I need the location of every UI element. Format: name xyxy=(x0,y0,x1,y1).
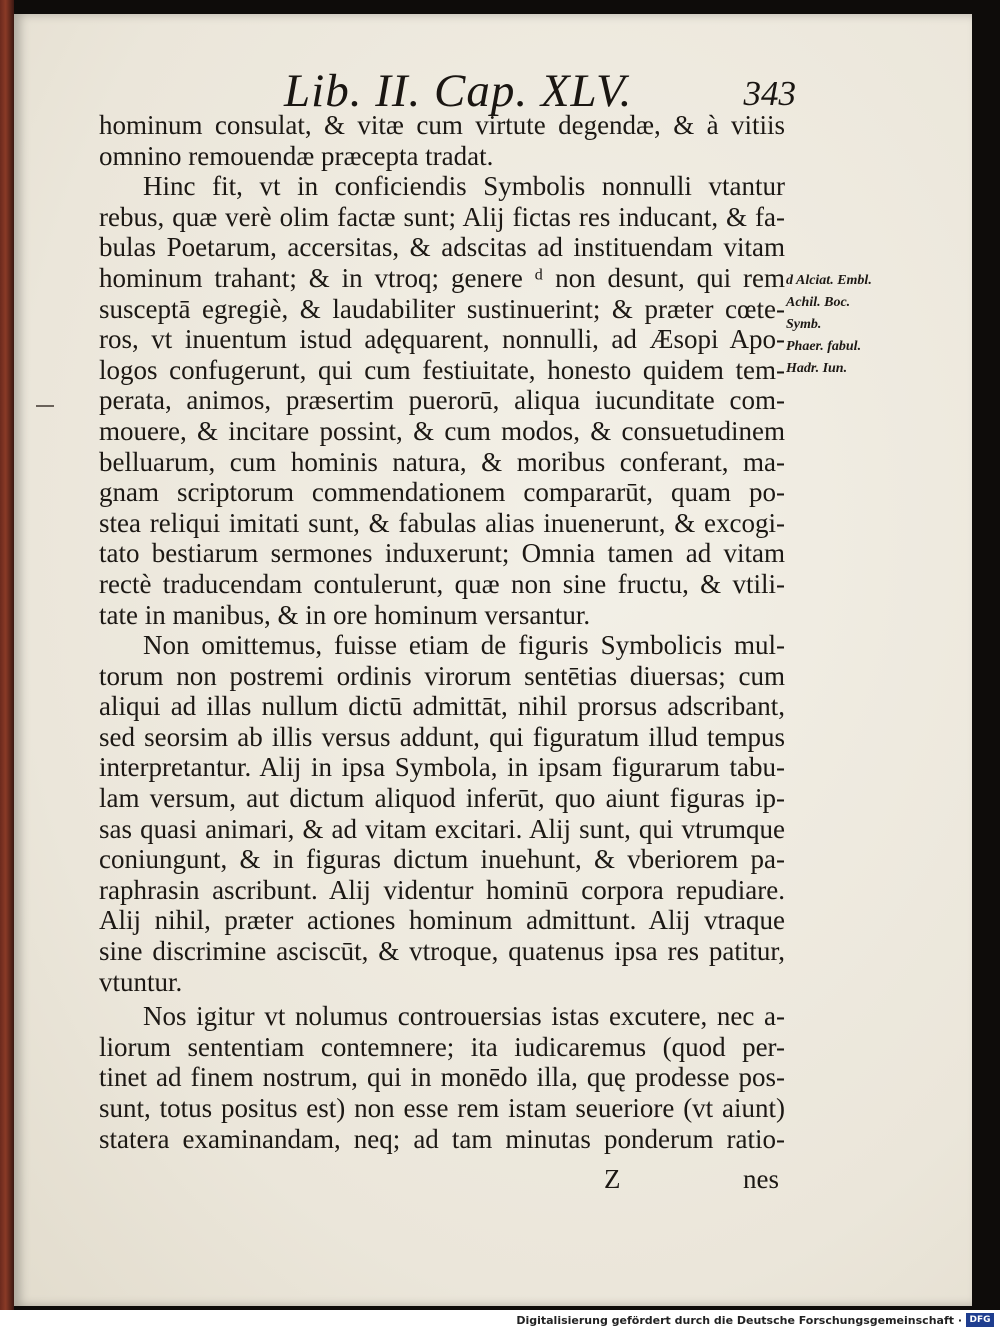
page-footer-catchwords xyxy=(99,1164,785,1196)
running-title: Lib. II. Cap. XLV. xyxy=(284,65,633,117)
text-line: mouere, & incitare possint, & cum modos, & consuetudinem xyxy=(99,415,785,446)
text-line: bulas Poetarum, accersitas, & adscitas ad instituendam vitam xyxy=(99,232,785,263)
text-line: susceptā egregiè, & laudabiliter sustinuerint; & præter cœte- xyxy=(99,293,785,324)
text-line: hominum consulat, & vitæ cum virtute degendæ, & à vitiis xyxy=(99,110,785,140)
text-line: liorum sententiam contemnere; ita iudicaremus (quod per- xyxy=(99,1031,785,1062)
text-line: sas quasi animari, & ad vitam excitari. Alij sunt, qui vtrumque xyxy=(99,813,785,844)
text-line: raphrasin ascribunt. Alij videntur hominū corpora repudiare. xyxy=(99,874,785,905)
marginal-note: Symb. xyxy=(786,317,822,332)
margin-dash-mark xyxy=(36,405,54,407)
text-line: Non omittemus, fuisse etiam de figuris Symbolicis mul- xyxy=(143,630,785,661)
text-line: Hinc fit, vt in conficiendis Symbolis nonnulli vtantur xyxy=(143,171,785,202)
dfg-logo-icon: DFG xyxy=(966,1313,994,1327)
text-line: gnam scriptorum commendationem compararūt, quam po- xyxy=(99,477,785,508)
text-line: Alij nihil, præter actiones hominum admittunt. Alij vtraque xyxy=(99,905,785,936)
text-line: omnino remouendæ præcepta tradat. xyxy=(99,140,494,171)
text-line: sine discrimine asciscūt, & vtroque, quatenus ipsa res patitur, xyxy=(99,936,785,967)
text-line: tate in manibus, & in ore hominum versantur. xyxy=(99,599,591,630)
funding-bar xyxy=(0,1310,1000,1332)
funding-credit: Digitalisierung gefördert durch die Deutsche Forschungsgemeinschaft · xyxy=(516,1314,962,1327)
text-line: coniungunt, & in figuras dictum inuehunt, & vberiorem pa- xyxy=(99,844,785,875)
text-line: statera examinandam, neq; ad tam minutas ponderum ratio- xyxy=(99,1123,785,1154)
text-line: rebus, quæ verè olim factæ sunt; Alij fictas res inducant, & fa- xyxy=(99,201,785,232)
marginal-note: Achil. Boc. xyxy=(786,295,851,310)
text-line: tinet ad finem nostrum, qui in monēdo illa, quę prodesse pos- xyxy=(99,1062,785,1093)
text-line: hominum trahant; & in vtroq; genere ᵈ non desunt, qui rem xyxy=(99,262,785,293)
marginal-notes xyxy=(786,270,926,380)
text-line: rectè traducendam contulerunt, quæ non sine fructu, & vtili- xyxy=(99,568,785,599)
body-text xyxy=(99,110,785,1154)
text-line: vtuntur. xyxy=(99,966,183,997)
text-line: aliqui ad illas nullum dictū admittāt, nihil prorsus adscribant, xyxy=(99,691,785,722)
text-line: tato bestiarum sermones induxerunt; Omnia tamen ad vitam xyxy=(99,538,785,569)
text-line: Nos igitur vt nolumus controuersias istas excutere, nec a- xyxy=(143,1001,785,1032)
text-line: interpretantur. Alij in ipsa Symbola, in ipsam figurarum tabu- xyxy=(99,752,785,783)
text-line: logos confugerunt, qui cum festiuitate, honesto quidem tem- xyxy=(99,354,785,385)
catchword: nes xyxy=(743,1164,779,1194)
text-line: stea reliqui imitati sunt, & fabulas alias inuenerunt, & excogi- xyxy=(99,507,785,538)
text-line: belluarum, cum hominis natura, & moribus conferant, ma- xyxy=(99,446,785,477)
book-cover-edge xyxy=(0,0,14,1310)
marginal-note: Phaer. fabul. xyxy=(786,339,862,354)
text-line: sed seorsim ab illis versus addunt, qui figuratum illud tempus xyxy=(99,721,785,752)
marginal-note: Hadr. Iun. xyxy=(786,361,848,376)
text-line: perata, animos, præsertim puerorū, aliqua iucunditate com- xyxy=(99,385,785,416)
signature-mark: Z xyxy=(604,1164,621,1194)
text-line: ros, vt inuentum istud adęquarent, nonnulli, ad Æsopi Apo- xyxy=(99,324,785,355)
text-line: torum non postremi ordinis virorum sentētias diuersas; cum xyxy=(99,660,785,691)
marginal-note: d Alciat. Embl. xyxy=(786,273,872,288)
page-number: 343 xyxy=(743,74,796,113)
text-line: lam versum, aut dictum aliquod inferūt, quo aiunt figuras ip- xyxy=(99,783,785,814)
text-line: sunt, totus positus est) non esse rem istam seueriore (vt aiunt) xyxy=(99,1093,785,1123)
